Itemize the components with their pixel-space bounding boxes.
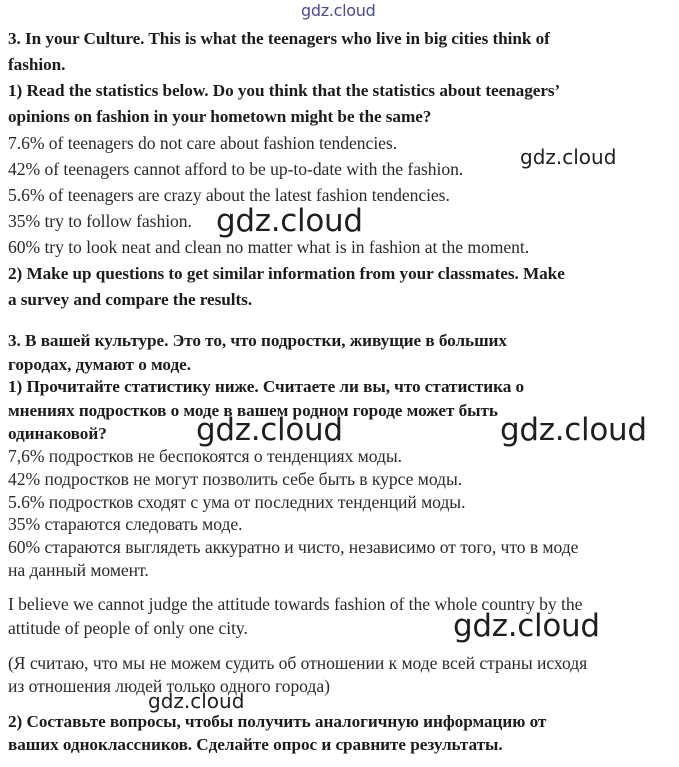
english-task2-line-1: 2) Make up questions to get similar information from your classmates. Make — [8, 264, 565, 283]
russian-stat-4: 35% стараются следовать моде. — [8, 514, 243, 534]
watermark: gdz.cloud — [520, 145, 617, 169]
watermark: gdz.cloud — [500, 412, 647, 448]
russian-stat-3: 5.6% подростков сходят с ума от последних тенденций моды. — [8, 492, 466, 512]
russian-stat-6: на данный момент. — [8, 560, 149, 580]
answer-line-1: I believe we cannot judge the attitude towards fashion of the whole country by the — [8, 594, 583, 614]
english-task2-line-2: a survey and compare the results. — [8, 290, 253, 309]
english-task1-line-2: opinions on fashion in your hometown might be the same? — [8, 107, 432, 126]
russian-task2-line-1: 2) Составьте вопросы, чтобы получить аналогичную информацию от — [8, 712, 547, 731]
english-stat-5: 60% try to look neat and clean no matter what is in fashion at the moment. — [8, 237, 530, 257]
answer-line-2: attitude of people of only one city. — [8, 618, 248, 638]
english-stat-4: 35% try to follow fashion. — [8, 211, 192, 231]
russian-task1-line-2: мнениях подростков о моде в вашем родном городе может быть — [8, 401, 498, 420]
answer-translation-line-2: из отношения людей только одного города) — [8, 676, 330, 696]
watermark: gdz.cloud — [148, 689, 245, 713]
russian-task2-line-2: ваших одноклассников. Сделайте опрос и сравните результаты. — [8, 735, 503, 754]
answer-translation-line-1: (Я считаю, что мы не можем судить об отношении к моде всей страны исходя — [8, 653, 588, 673]
russian-stat-2: 42% подростков не могут позволить себе быть в курсе моды. — [8, 469, 463, 489]
watermark: gdz.cloud — [453, 608, 600, 644]
english-task1-line-1: 1) Read the statistics below. Do you think that the statistics about teenagers’ — [8, 81, 561, 100]
russian-heading-line-1: 3. В вашей культуре. Это то, что подростки, живущие в больших — [8, 331, 507, 350]
russian-stat-1: 7,6% подростков не беспокоятся о тенденциях моды. — [8, 446, 402, 466]
english-stat-3: 5.6% of teenagers are crazy about the latest fashion tendencies. — [8, 185, 450, 205]
english-heading-line-2: fashion. — [8, 55, 66, 74]
russian-task1-line-1: 1) Прочитайте статистику ниже. Считаете ли вы, что статистика о — [8, 377, 525, 396]
english-stat-2: 42% of teenagers cannot afford to be up-to-date with the fashion. — [8, 159, 464, 179]
watermark: gdz.cloud — [196, 412, 343, 448]
russian-heading-line-2: городах, думают о моде. — [8, 355, 191, 374]
russian-stat-5: 60% стараются выглядеть аккуратно и чисто, независимо от того, что в моде — [8, 537, 579, 557]
watermark-top: gdz.cloud — [301, 1, 376, 20]
english-heading-line-1: 3. In your Culture. This is what the teenagers who live in big cities think of — [8, 29, 550, 48]
russian-task1-line-3: одинаковой? — [8, 424, 107, 443]
watermark: gdz.cloud — [216, 203, 363, 239]
english-stat-1: 7.6% of teenagers do not care about fashion tendencies. — [8, 133, 398, 153]
